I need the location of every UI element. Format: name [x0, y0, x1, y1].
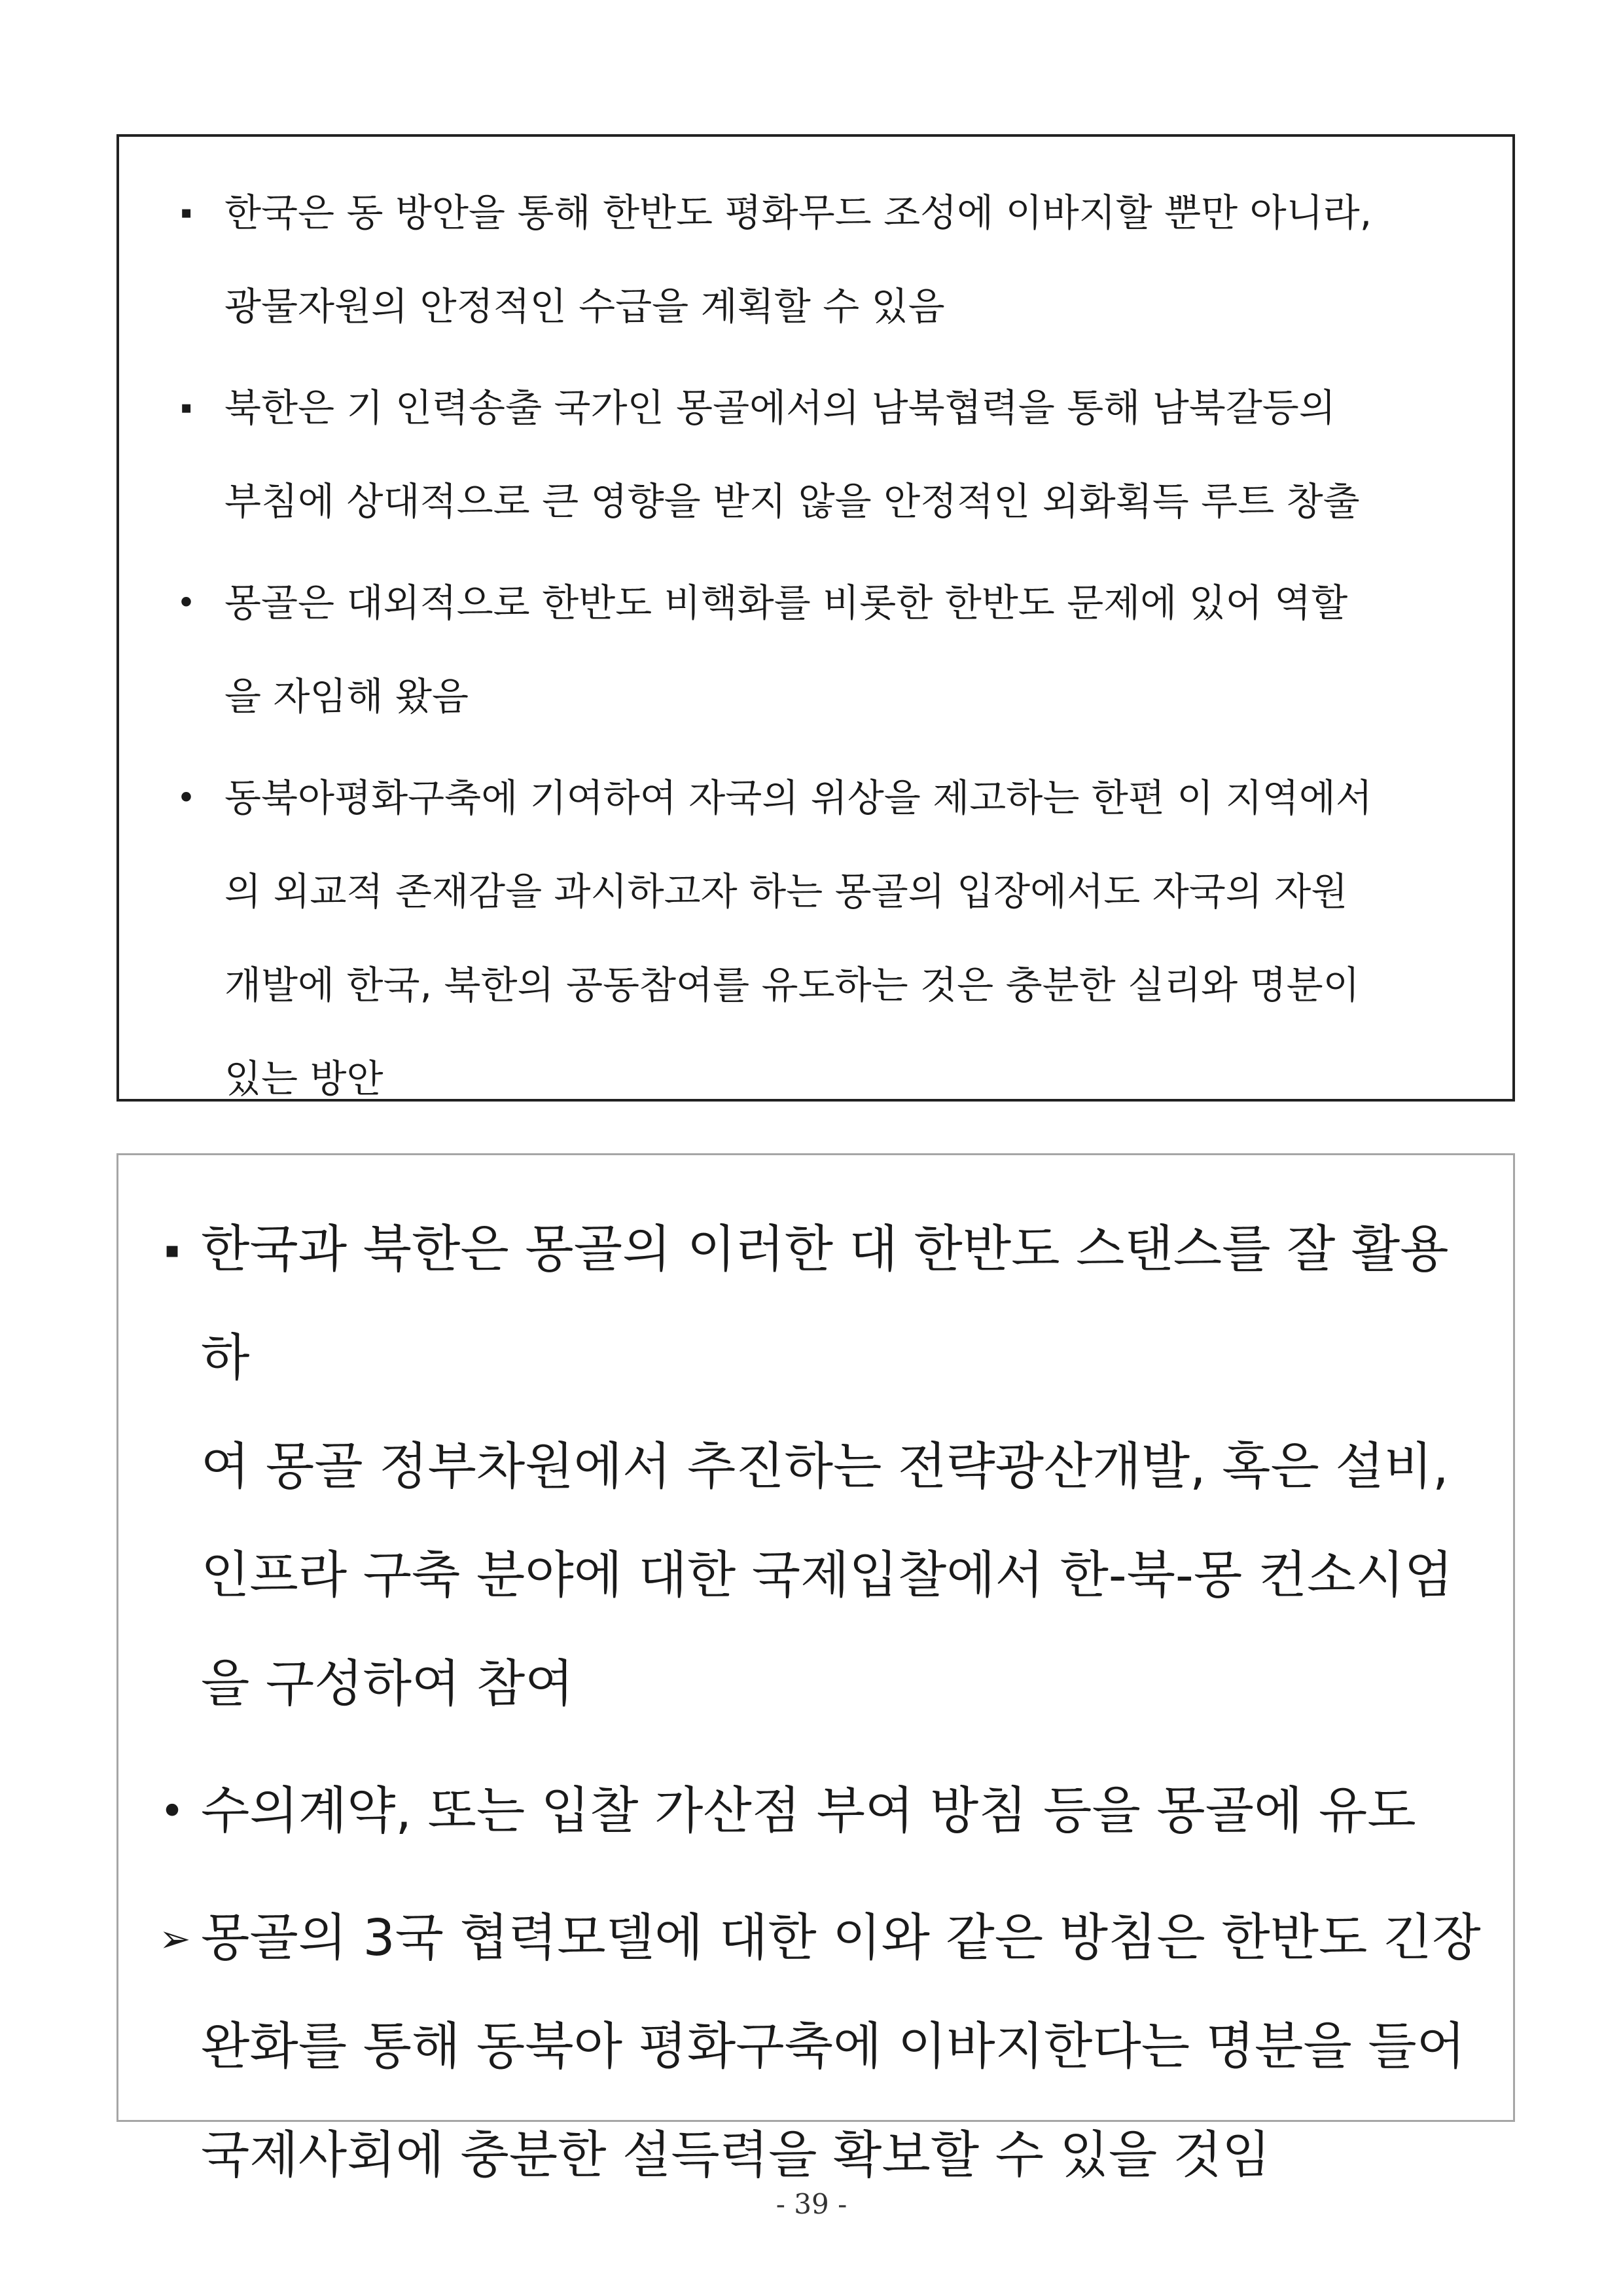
round-bullet-icon: • [160, 1787, 185, 1836]
list-item-text: 북한은 기 인력송출 국가인 몽골에서의 남북협력을 통해 남북갈등의 부침에 상대적으로 큰 영향을 받지 않을 안정적인 외화획득 루트 창출 [224, 386, 1360, 524]
list-item [158, 1196, 1493, 1739]
list-item [171, 751, 1454, 1126]
square-bullet-icon: ▪ [164, 1237, 180, 1263]
list-item-text: 몽골은 대외적으로 한반도 비핵화를 비롯한 한반도 문제에 있어 역할 을 자임해 왔음 [224, 581, 1348, 719]
arrow-bullet-icon: ➢ [159, 1916, 191, 1961]
bullet-list-bottom [158, 1196, 1493, 2229]
bullet-list-top [171, 166, 1454, 1134]
summary-box-bottom [116, 1153, 1515, 2185]
square-bullet-icon: ▪ [180, 398, 192, 418]
list-item-text: 한국은 동 방안을 통해 한반도 평화무드 조성에 이바지할 뿐만 아니라, 광물자원의 안정적인 수급을 계획할 수 있음 [224, 190, 1372, 329]
round-bullet-icon: • [176, 779, 196, 817]
list-item [171, 166, 1454, 353]
list-item-text: 수의계약, 또는 입찰 가산점 부여 방침 등을 몽골에 유도 [201, 1782, 1416, 1840]
list-item-text: 동북아평화구축에 기여하여 자국의 위상을 제고하는 한편 이 지역에서 의 외교적 존재감을 과시하고자 하는 몽골의 입장에서도 자국의 자원 개발에 한국, 북한의 공동참여를 유도하는 것은 충분한 실리와 명분이 있는 방안 [224, 776, 1372, 1101]
page-number: - 39 - [776, 2188, 847, 2220]
list-item [158, 1884, 1493, 2210]
summary-box-top [116, 134, 1515, 1102]
square-bullet-icon: ▪ [180, 203, 192, 223]
list-item [171, 361, 1454, 548]
list-item-text: 한국과 북한은 몽골의 이러한 대 한반도 스탠스를 잘 활용하 여 몽골 정부차원에서 추진하는 전략광산개발, 혹은 설비, 인프라 구축 분야에 대한 국제입찰에서 한-북-몽 컨소시엄 을 구성하여 참여 [201, 1221, 1454, 1713]
list-item-text: 몽골의 3국 협력모델에 대한 이와 같은 방침은 한반도 긴장 완화를 통해 동북아 평화구축에 이바지한다는 명분을 들어 국제사회에 충분한 설득력을 확보할 수 있을 것임 [201, 1909, 1481, 2185]
list-item [158, 1757, 1493, 1866]
list-item [171, 556, 1454, 744]
round-bullet-icon: • [176, 584, 196, 622]
